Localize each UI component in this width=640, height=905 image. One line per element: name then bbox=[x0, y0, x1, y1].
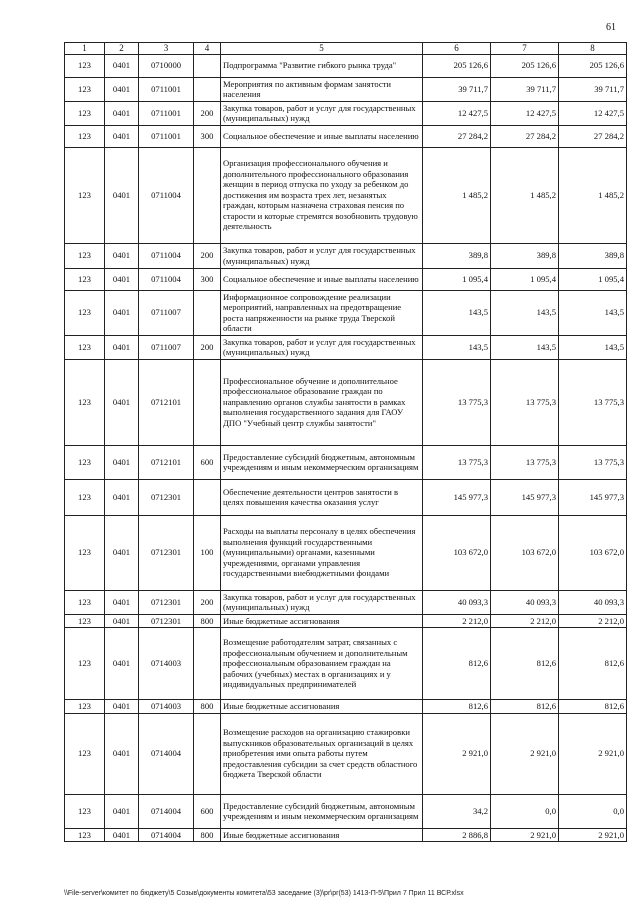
cell-description: Возмещение работодателям затрат, связанных с профессиональным обучением и дополнительным профессиональным образованием граждан на рабочих (учебных) местах в организациях и у индивидуальных предпринимателей bbox=[221, 628, 423, 700]
page-number: 61 bbox=[606, 22, 616, 33]
cell-expense-type: 800 bbox=[194, 828, 221, 842]
cell-amount-col7: 143,5 bbox=[491, 335, 559, 359]
cell-target-code: 0714004 bbox=[139, 794, 194, 828]
cell-target-code: 0711007 bbox=[139, 290, 194, 335]
cell-description: Закупка товаров, работ и услуг для государственных (муниципальных) нужд bbox=[221, 101, 423, 125]
cell-admin-code: 123 bbox=[65, 628, 105, 700]
header-cell: 5 bbox=[221, 43, 423, 55]
cell-admin-code: 123 bbox=[65, 268, 105, 290]
cell-amount-col6: 145 977,3 bbox=[423, 479, 491, 515]
cell-amount-col7: 812,6 bbox=[491, 628, 559, 700]
cell-amount-col7: 1 485,2 bbox=[491, 147, 559, 243]
cell-amount-col6: 13 775,3 bbox=[423, 359, 491, 445]
cell-target-code: 0712301 bbox=[139, 515, 194, 590]
cell-amount-col6: 1 095,4 bbox=[423, 268, 491, 290]
cell-section-code: 0401 bbox=[105, 628, 139, 700]
cell-expense-type: 300 bbox=[194, 268, 221, 290]
cell-admin-code: 123 bbox=[65, 515, 105, 590]
cell-section-code: 0401 bbox=[105, 713, 139, 794]
cell-amount-col8: 143,5 bbox=[559, 335, 627, 359]
cell-expense-type: 600 bbox=[194, 794, 221, 828]
cell-amount-col6: 39 711,7 bbox=[423, 77, 491, 101]
cell-target-code: 0711001 bbox=[139, 77, 194, 101]
cell-admin-code: 123 bbox=[65, 614, 105, 628]
cell-amount-col8: 12 427,5 bbox=[559, 101, 627, 125]
cell-amount-col8: 1 095,4 bbox=[559, 268, 627, 290]
cell-expense-type: 600 bbox=[194, 445, 221, 479]
table-row bbox=[65, 515, 627, 590]
cell-amount-col6: 2 921,0 bbox=[423, 713, 491, 794]
cell-amount-col8: 1 485,2 bbox=[559, 147, 627, 243]
cell-target-code: 0711001 bbox=[139, 125, 194, 147]
cell-section-code: 0401 bbox=[105, 147, 139, 243]
cell-target-code: 0714003 bbox=[139, 628, 194, 700]
table-row bbox=[65, 125, 627, 147]
cell-amount-col7: 40 093,3 bbox=[491, 590, 559, 614]
cell-admin-code: 123 bbox=[65, 54, 105, 77]
cell-amount-col8: 39 711,7 bbox=[559, 77, 627, 101]
cell-amount-col8: 40 093,3 bbox=[559, 590, 627, 614]
cell-admin-code: 123 bbox=[65, 77, 105, 101]
cell-section-code: 0401 bbox=[105, 515, 139, 590]
cell-expense-type bbox=[194, 359, 221, 445]
cell-amount-col7: 205 126,6 bbox=[491, 54, 559, 77]
cell-description: Предоставление субсидий бюджетным, автономным учреждениям и иным некоммерческим организациям bbox=[221, 445, 423, 479]
cell-expense-type bbox=[194, 628, 221, 700]
cell-expense-type bbox=[194, 290, 221, 335]
cell-amount-col7: 2 212,0 bbox=[491, 614, 559, 628]
cell-amount-col7: 13 775,3 bbox=[491, 359, 559, 445]
table-row bbox=[65, 828, 627, 842]
cell-amount-col8: 2 921,0 bbox=[559, 828, 627, 842]
cell-amount-col7: 145 977,3 bbox=[491, 479, 559, 515]
cell-amount-col7: 12 427,5 bbox=[491, 101, 559, 125]
cell-expense-type bbox=[194, 147, 221, 243]
cell-target-code: 0714003 bbox=[139, 700, 194, 714]
header-cell: 4 bbox=[194, 43, 221, 55]
header-cell: 8 bbox=[559, 43, 627, 55]
cell-description: Организация профессионального обучения и дополнительного профессионального образования женщин в период отпуска по уходу за ребенком до достижения им возраста трех лет, незанятых граждан, которым назначена страховая пенсия по старости и которые стремятся возобновить трудовую деятельность bbox=[221, 147, 423, 243]
header-cell: 3 bbox=[139, 43, 194, 55]
cell-description: Возмещение расходов на организацию стажировки выпускников образовательных организаций в целях приобретения ими опыта работы путем предоставления субсидии за счет средств областного бюджета Тверской области bbox=[221, 713, 423, 794]
table-row bbox=[65, 147, 627, 243]
cell-section-code: 0401 bbox=[105, 700, 139, 714]
cell-target-code: 0712301 bbox=[139, 614, 194, 628]
cell-amount-col6: 2 212,0 bbox=[423, 614, 491, 628]
cell-description: Иные бюджетные ассигнования bbox=[221, 828, 423, 842]
cell-section-code: 0401 bbox=[105, 359, 139, 445]
cell-amount-col6: 143,5 bbox=[423, 335, 491, 359]
cell-admin-code: 123 bbox=[65, 700, 105, 714]
cell-section-code: 0401 bbox=[105, 614, 139, 628]
cell-admin-code: 123 bbox=[65, 243, 105, 268]
cell-target-code: 0714004 bbox=[139, 713, 194, 794]
cell-section-code: 0401 bbox=[105, 125, 139, 147]
cell-description: Информационное сопровождение реализации мероприятий, направленных на предотвращение роста напряженности на рынке труда Тверской области bbox=[221, 290, 423, 335]
table-row bbox=[65, 794, 627, 828]
cell-amount-col7: 27 284,2 bbox=[491, 125, 559, 147]
cell-amount-col6: 27 284,2 bbox=[423, 125, 491, 147]
cell-admin-code: 123 bbox=[65, 335, 105, 359]
cell-amount-col6: 40 093,3 bbox=[423, 590, 491, 614]
cell-expense-type bbox=[194, 54, 221, 77]
cell-expense-type: 200 bbox=[194, 101, 221, 125]
table-row bbox=[65, 479, 627, 515]
cell-section-code: 0401 bbox=[105, 445, 139, 479]
table-row bbox=[65, 590, 627, 614]
table-body bbox=[65, 54, 627, 842]
table-row bbox=[65, 614, 627, 628]
cell-description: Иные бюджетные ассигнования bbox=[221, 700, 423, 714]
cell-amount-col6: 143,5 bbox=[423, 290, 491, 335]
cell-section-code: 0401 bbox=[105, 54, 139, 77]
header-cell: 7 bbox=[491, 43, 559, 55]
cell-amount-col8: 143,5 bbox=[559, 290, 627, 335]
table-row bbox=[65, 101, 627, 125]
cell-target-code: 0712301 bbox=[139, 479, 194, 515]
cell-expense-type: 200 bbox=[194, 590, 221, 614]
cell-expense-type: 200 bbox=[194, 243, 221, 268]
cell-amount-col7: 812,6 bbox=[491, 700, 559, 714]
cell-expense-type: 100 bbox=[194, 515, 221, 590]
cell-admin-code: 123 bbox=[65, 125, 105, 147]
cell-amount-col8: 27 284,2 bbox=[559, 125, 627, 147]
cell-amount-col8: 0,0 bbox=[559, 794, 627, 828]
cell-admin-code: 123 bbox=[65, 479, 105, 515]
cell-amount-col6: 812,6 bbox=[423, 628, 491, 700]
cell-admin-code: 123 bbox=[65, 101, 105, 125]
cell-target-code: 0711004 bbox=[139, 147, 194, 243]
cell-amount-col6: 13 775,3 bbox=[423, 445, 491, 479]
cell-amount-col6: 34,2 bbox=[423, 794, 491, 828]
table-row bbox=[65, 628, 627, 700]
cell-description: Предоставление субсидий бюджетным, автономным учреждениям и иным некоммерческим организациям bbox=[221, 794, 423, 828]
cell-admin-code: 123 bbox=[65, 290, 105, 335]
cell-section-code: 0401 bbox=[105, 101, 139, 125]
cell-admin-code: 123 bbox=[65, 445, 105, 479]
cell-target-code: 0712101 bbox=[139, 359, 194, 445]
cell-admin-code: 123 bbox=[65, 713, 105, 794]
cell-description: Закупка товаров, работ и услуг для государственных (муниципальных) нужд bbox=[221, 243, 423, 268]
table-row bbox=[65, 359, 627, 445]
cell-section-code: 0401 bbox=[105, 335, 139, 359]
cell-description: Расходы на выплаты персоналу в целях обеспечения выполнения функций государственными (муниципальными) органами, казенными учреждениями, органами управления государственными внебюджетными фондами bbox=[221, 515, 423, 590]
table-row bbox=[65, 713, 627, 794]
cell-target-code: 0714004 bbox=[139, 828, 194, 842]
cell-amount-col8: 812,6 bbox=[559, 700, 627, 714]
cell-amount-col6: 389,8 bbox=[423, 243, 491, 268]
table-row bbox=[65, 243, 627, 268]
cell-admin-code: 123 bbox=[65, 828, 105, 842]
cell-expense-type bbox=[194, 479, 221, 515]
cell-description: Профессиональное обучение и дополнительное профессиональное образование граждан по направлению органов службы занятости в рамках выполнения государственного задания для ГАОУ ДПО "Учебный центр службы занятости" bbox=[221, 359, 423, 445]
cell-admin-code: 123 bbox=[65, 794, 105, 828]
cell-amount-col8: 389,8 bbox=[559, 243, 627, 268]
cell-amount-col6: 12 427,5 bbox=[423, 101, 491, 125]
cell-expense-type: 300 bbox=[194, 125, 221, 147]
cell-amount-col7: 13 775,3 bbox=[491, 445, 559, 479]
cell-amount-col7: 0,0 bbox=[491, 794, 559, 828]
cell-section-code: 0401 bbox=[105, 479, 139, 515]
cell-amount-col8: 13 775,3 bbox=[559, 445, 627, 479]
cell-amount-col7: 389,8 bbox=[491, 243, 559, 268]
cell-section-code: 0401 bbox=[105, 590, 139, 614]
cell-section-code: 0401 bbox=[105, 828, 139, 842]
cell-amount-col7: 2 921,0 bbox=[491, 828, 559, 842]
cell-section-code: 0401 bbox=[105, 268, 139, 290]
cell-expense-type: 800 bbox=[194, 614, 221, 628]
cell-amount-col8: 2 212,0 bbox=[559, 614, 627, 628]
header-row bbox=[65, 43, 627, 55]
cell-target-code: 0710000 bbox=[139, 54, 194, 77]
cell-amount-col6: 103 672,0 bbox=[423, 515, 491, 590]
cell-amount-col8: 145 977,3 bbox=[559, 479, 627, 515]
cell-admin-code: 123 bbox=[65, 359, 105, 445]
cell-target-code: 0711007 bbox=[139, 335, 194, 359]
cell-target-code: 0711004 bbox=[139, 243, 194, 268]
cell-description: Закупка товаров, работ и услуг для государственных (муниципальных) нужд bbox=[221, 590, 423, 614]
cell-target-code: 0712101 bbox=[139, 445, 194, 479]
cell-target-code: 0712301 bbox=[139, 590, 194, 614]
cell-amount-col6: 205 126,6 bbox=[423, 54, 491, 77]
cell-amount-col7: 2 921,0 bbox=[491, 713, 559, 794]
table-row bbox=[65, 290, 627, 335]
cell-amount-col8: 2 921,0 bbox=[559, 713, 627, 794]
cell-admin-code: 123 bbox=[65, 147, 105, 243]
cell-amount-col7: 143,5 bbox=[491, 290, 559, 335]
cell-expense-type bbox=[194, 77, 221, 101]
cell-section-code: 0401 bbox=[105, 794, 139, 828]
cell-amount-col7: 1 095,4 bbox=[491, 268, 559, 290]
cell-amount-col8: 205 126,6 bbox=[559, 54, 627, 77]
cell-description: Подпрограмма "Развитие гибкого рынка труда" bbox=[221, 54, 423, 77]
cell-description: Иные бюджетные ассигнования bbox=[221, 614, 423, 628]
cell-amount-col8: 812,6 bbox=[559, 628, 627, 700]
header-cell: 2 bbox=[105, 43, 139, 55]
table-row bbox=[65, 335, 627, 359]
cell-amount-col7: 103 672,0 bbox=[491, 515, 559, 590]
table-row bbox=[65, 700, 627, 714]
footer-file-path: \\File-server\комитет по бюджету\5 Созыв\документы комитета\53 заседание (3)\pr\pr(53) 1413-П-5\Прил 7 Прил 11 ВСР.xlsx bbox=[64, 890, 464, 897]
cell-target-code: 0711001 bbox=[139, 101, 194, 125]
cell-amount-col7: 39 711,7 bbox=[491, 77, 559, 101]
cell-target-code: 0711004 bbox=[139, 268, 194, 290]
cell-amount-col6: 1 485,2 bbox=[423, 147, 491, 243]
header-cell: 1 bbox=[65, 43, 105, 55]
cell-admin-code: 123 bbox=[65, 590, 105, 614]
cell-expense-type bbox=[194, 713, 221, 794]
cell-description: Социальное обеспечение и иные выплаты населению bbox=[221, 268, 423, 290]
cell-section-code: 0401 bbox=[105, 290, 139, 335]
cell-amount-col8: 13 775,3 bbox=[559, 359, 627, 445]
cell-description: Мероприятия по активным формам занятости населения bbox=[221, 77, 423, 101]
cell-amount-col8: 103 672,0 bbox=[559, 515, 627, 590]
cell-section-code: 0401 bbox=[105, 243, 139, 268]
cell-expense-type: 200 bbox=[194, 335, 221, 359]
cell-description: Обеспечение деятельности центров занятости в целях повышения качества оказания услуг bbox=[221, 479, 423, 515]
table-row bbox=[65, 54, 627, 77]
cell-amount-col6: 812,6 bbox=[423, 700, 491, 714]
table-row bbox=[65, 268, 627, 290]
budget-table bbox=[64, 42, 627, 842]
header-cell: 6 bbox=[423, 43, 491, 55]
table-row bbox=[65, 445, 627, 479]
cell-description: Закупка товаров, работ и услуг для государственных (муниципальных) нужд bbox=[221, 335, 423, 359]
cell-expense-type: 800 bbox=[194, 700, 221, 714]
table-row bbox=[65, 77, 627, 101]
cell-description: Социальное обеспечение и иные выплаты населению bbox=[221, 125, 423, 147]
cell-amount-col6: 2 886,8 bbox=[423, 828, 491, 842]
cell-section-code: 0401 bbox=[105, 77, 139, 101]
